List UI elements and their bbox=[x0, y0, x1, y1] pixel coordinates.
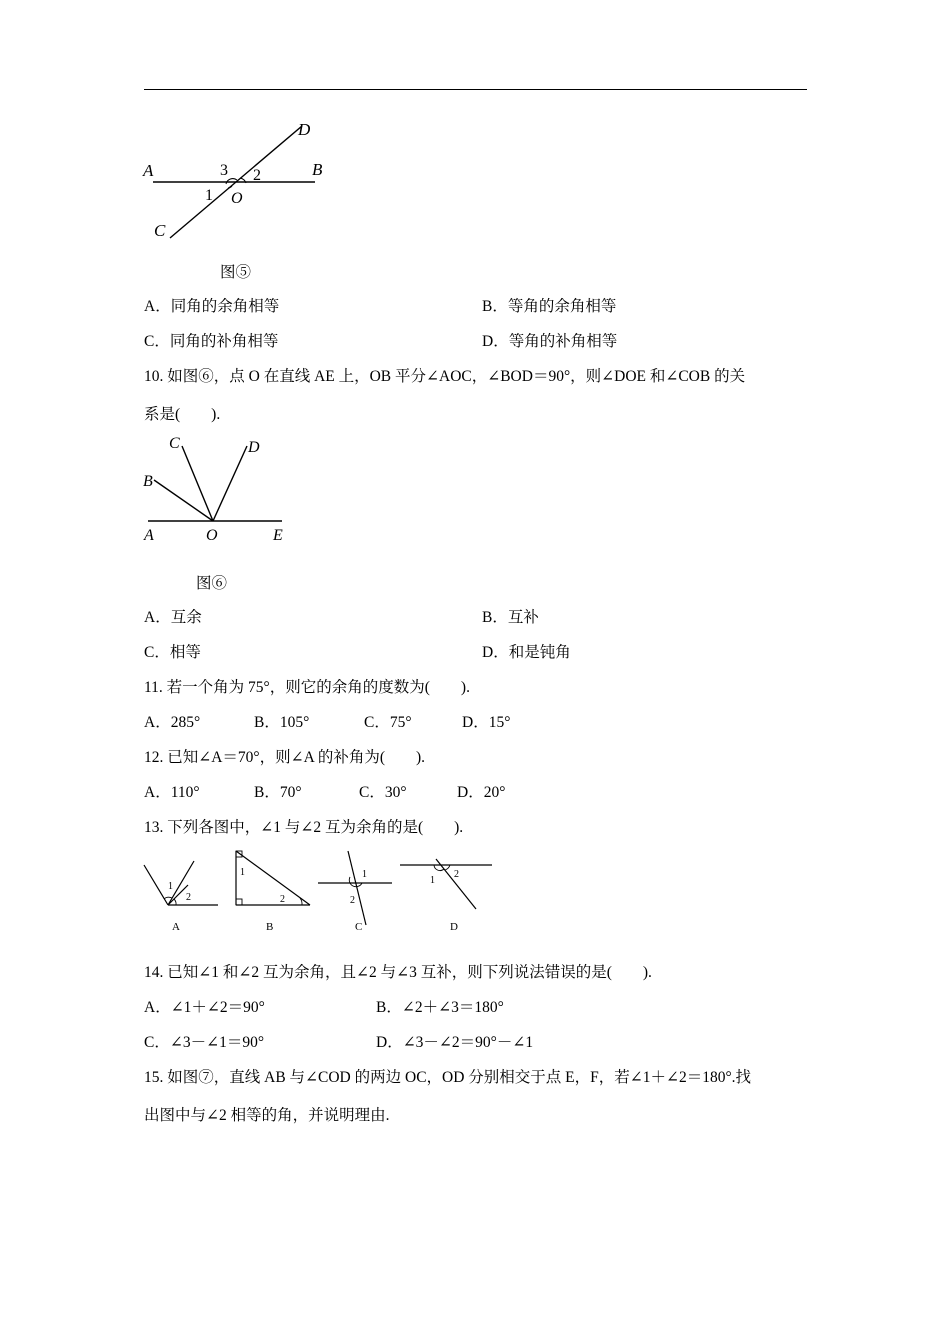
q14-option-d[interactable]: D．∠3－∠2＝90°－∠1 bbox=[376, 1034, 534, 1051]
q14-option-b[interactable]: B．∠2＋∠3＝180° bbox=[376, 999, 504, 1016]
q13d-angle-1: 1 bbox=[430, 875, 435, 886]
fig6-caption: 图⑥ bbox=[196, 575, 228, 592]
q13-stem: 13. 下列各图中，∠1 与∠2 互为余角的是( ). bbox=[144, 819, 464, 836]
fig5-label-d: D bbox=[298, 120, 311, 139]
q11-stem: 11. 若一个角为 75°，则它的余角的度数为( ). bbox=[144, 679, 470, 696]
q9-option-b[interactable]: B．等角的余角相等 bbox=[482, 298, 617, 315]
figure-5-diagram bbox=[140, 118, 340, 248]
fig6-label-o: O bbox=[206, 527, 218, 544]
q10-option-b[interactable]: B．互补 bbox=[482, 609, 539, 626]
q11-option-d[interactable]: D．15° bbox=[462, 714, 511, 731]
q13a-angle-2: 2 bbox=[186, 892, 191, 903]
q9-option-c[interactable]: C．同角的补角相等 bbox=[144, 333, 279, 350]
fig5-label-a: A bbox=[143, 161, 154, 180]
q13c-angle-1: 1 bbox=[362, 869, 367, 880]
q11-option-a[interactable]: A．285° bbox=[144, 714, 201, 731]
fig5-label-c: C bbox=[154, 221, 166, 240]
q10-stem-line2: 系是( ). bbox=[144, 406, 221, 423]
fig5-angle-3: 3 bbox=[220, 162, 228, 179]
q13b-angle-1: 1 bbox=[240, 867, 245, 878]
q13-figures bbox=[140, 845, 500, 940]
q14-option-a[interactable]: A．∠1＋∠2＝90° bbox=[144, 999, 265, 1016]
q13b-angle-2: 2 bbox=[280, 894, 285, 905]
fig5-label-b: B bbox=[312, 160, 323, 179]
q13c-angle-2: 2 bbox=[350, 895, 355, 906]
fig5-angle-2: 2 bbox=[253, 167, 261, 184]
q14-stem: 14. 已知∠1 和∠2 互为余角，且∠2 与∠3 互补，则下列说法错误的是( ). bbox=[144, 964, 652, 981]
fig5-caption: 图⑤ bbox=[220, 264, 252, 281]
q13-figure-a-label: A bbox=[172, 921, 180, 933]
q11-option-c[interactable]: C．75° bbox=[364, 714, 412, 731]
q12-option-b[interactable]: B．70° bbox=[254, 784, 302, 801]
q14-option-c[interactable]: C．∠3－∠1＝90° bbox=[144, 1034, 265, 1051]
q13-figure-a[interactable] bbox=[144, 861, 218, 933]
q10-stem-line1: 10. 如图⑥，点 O 在直线 AE 上，OB 平分∠AOC，∠BOD＝90°，则∠DOE 和∠COB 的关 bbox=[144, 368, 746, 385]
fig6-label-a: A bbox=[144, 527, 154, 544]
q13a-angle-1: 1 bbox=[168, 881, 173, 892]
q15-stem-line2: 出图中与∠2 相等的角，并说明理由. bbox=[144, 1107, 390, 1124]
q12-option-a[interactable]: A．110° bbox=[144, 784, 200, 801]
q9-option-d[interactable]: D．等角的补角相等 bbox=[482, 333, 618, 350]
fig6-label-e: E bbox=[273, 527, 283, 544]
q12-stem: 12. 已知∠A＝70°，则∠A 的补角为( ). bbox=[144, 749, 426, 766]
q13-figure-b[interactable] bbox=[236, 851, 310, 933]
q10-option-c[interactable]: C．相等 bbox=[144, 644, 201, 661]
fig6-label-c: C bbox=[169, 435, 180, 452]
q13-figure-c[interactable] bbox=[318, 851, 392, 933]
q13-figure-c-label: C bbox=[355, 921, 363, 933]
q11-option-b[interactable]: B．105° bbox=[254, 714, 310, 731]
q13-figure-d-label: D bbox=[450, 921, 458, 933]
fig6-label-d: D bbox=[248, 439, 260, 456]
q9-option-a[interactable]: A．同角的余角相等 bbox=[144, 298, 280, 315]
q15-stem-line1: 15. 如图⑦，直线 AB 与∠COD 的两边 OC，OD 分别相交于点 E，F，若∠1＋∠2＝180°.找 bbox=[144, 1069, 752, 1086]
figure-6-diagram bbox=[140, 430, 300, 550]
q12-option-c[interactable]: C．30° bbox=[359, 784, 407, 801]
q10-option-a[interactable]: A．互余 bbox=[144, 609, 202, 626]
q10-option-d[interactable]: D．和是钝角 bbox=[482, 644, 571, 661]
fig5-angle-1: 1 bbox=[205, 187, 213, 204]
q13-figure-d[interactable] bbox=[400, 859, 492, 933]
q13d-angle-2: 2 bbox=[454, 869, 459, 880]
q12-option-d[interactable]: D．20° bbox=[457, 784, 506, 801]
q13-figure-b-label: B bbox=[266, 921, 274, 933]
fig5-label-o: O bbox=[231, 190, 243, 207]
fig6-label-b: B bbox=[143, 473, 153, 490]
header-rule bbox=[144, 89, 807, 90]
